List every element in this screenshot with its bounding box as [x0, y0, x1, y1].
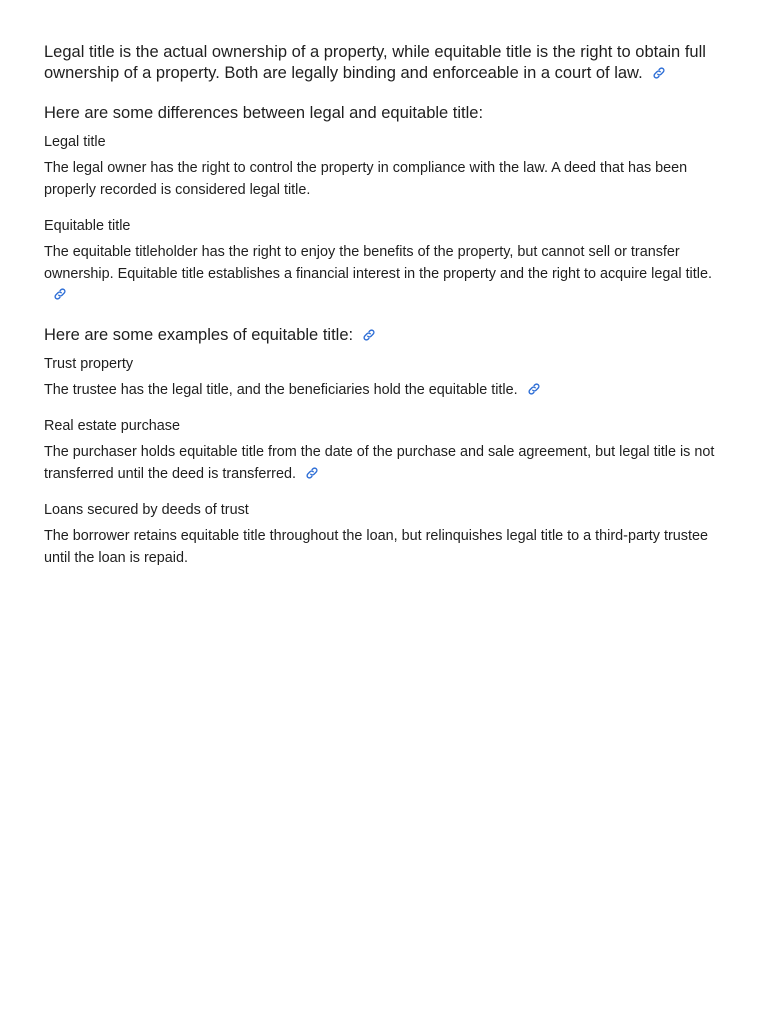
real-estate-purchase-heading: Real estate purchase [44, 418, 180, 434]
loans-deeds-of-trust-heading: Loans secured by deeds of trust [44, 502, 249, 518]
legal-title-heading: Legal title [44, 134, 106, 150]
link-icon[interactable] [53, 287, 67, 301]
examples-heading-text: Here are some examples of equitable title: [44, 325, 354, 344]
equitable-title-text [44, 242, 728, 307]
trust-property-description: The trustee has the legal title, and the beneficiaries hold the equitable title. [44, 381, 518, 398]
equitable-title-description: The equitable titleholder has the right to enjoy the benefits of the property, but cannot sell or transfer ownership. Equitable title establishes a financial interest in the property and the right to acquire legal title. [44, 244, 712, 282]
examples-heading [44, 325, 728, 346]
answer-content [44, 42, 728, 585]
link-icon[interactable] [305, 466, 319, 480]
link-icon[interactable] [652, 66, 666, 80]
real-estate-purchase-description: The purchaser holds equitable title from the date of the purchase and sale agreement, but legal title is not transferred until the deed is transferred. [44, 444, 715, 482]
equitable-title-heading: Equitable title [44, 218, 131, 234]
real-estate-purchase-text [44, 442, 728, 485]
link-icon[interactable] [362, 328, 376, 342]
differences-heading: Here are some differences between legal and equitable title: [44, 104, 484, 122]
intro-text: Legal title is the actual ownership of a property, while equitable title is the right to obtain full ownership of a property. Both are legally binding and enforceable in a court of law. [44, 43, 706, 82]
legal-title-description: The legal owner has the right to control the property in compliance with the law. A deed that has been properly recorded is considered legal title. [44, 160, 688, 198]
loans-deeds-of-trust-text [44, 526, 728, 569]
trust-property-heading: Trust property [44, 355, 134, 372]
legal-title-text [44, 158, 728, 201]
trust-property-text [44, 380, 728, 402]
intro-paragraph [44, 42, 728, 84]
loans-deeds-of-trust-description: The borrower retains equitable title throughout the loan, but relinquishes legal title to a third-party trustee until the loan is repaid. [44, 528, 708, 566]
link-icon[interactable] [527, 382, 541, 396]
